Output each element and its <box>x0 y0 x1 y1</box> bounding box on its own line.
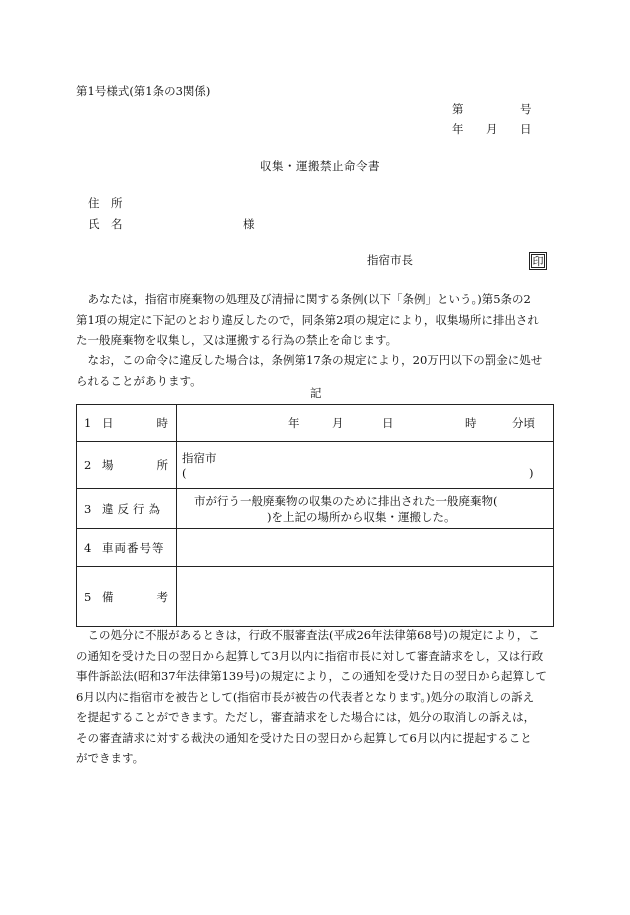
table-row-place <box>77 442 554 489</box>
value-datetime: 年 月 日 時 分頃 <box>177 405 554 442</box>
notice-line: の通知を受けた日の翌日から起算して3月以内に指宿市長に対して審査請求をし，又は行政 <box>76 648 544 663</box>
body-line: なお，この命令に違反した場合は，条例第17条の規定により，20万円以下の罰金に処せ <box>76 353 543 367</box>
document-title: 収集・運搬禁止命令書 <box>260 159 380 173</box>
date-month-label: 月 <box>486 122 498 136</box>
body-paragraph-1 <box>76 289 554 351</box>
date-year-label: 年 <box>452 122 464 136</box>
body-line: た一般廃棄物を収集し，又は運搬する行為の禁止を命じます。 <box>76 333 398 347</box>
value-place: 指宿市 ( ) <box>177 442 554 489</box>
seal-mark: 印 <box>529 252 547 270</box>
body-line: られることがあります。 <box>76 373 202 388</box>
notice-line: ができます。 <box>76 751 145 765</box>
date-day-label: 日 <box>520 122 532 136</box>
label-violation: 3 違反行為 <box>77 489 177 529</box>
details-table <box>76 404 554 627</box>
value-vehicle <box>177 529 554 567</box>
notice-line: その審査請求に対する裁決の通知を受けた日の翌日から起算して6月以内に提起すること <box>76 730 532 745</box>
ki-heading: 記 <box>310 386 322 400</box>
label-place: 2 場 所 <box>77 442 177 489</box>
appeal-notice <box>76 625 554 769</box>
notice-line: を提起することができます。ただし，審査請求をした場合には，処分の取消しの訴えは， <box>76 710 536 724</box>
notice-line: 6月以内に指宿市を被告として(指宿市長が被告の代表者となります。)処分の取消しの訴え <box>76 689 535 704</box>
address-label: 住 所 <box>88 196 123 210</box>
body-line: あなたは，指宿市廃棄物の処理及び清掃に関する条例(以下「条例」という。)第5条の2 <box>76 292 531 306</box>
name-label: 氏 名 <box>88 217 123 231</box>
label-remarks: 5 備 考 <box>77 567 177 627</box>
value-violation: 市が行う一般廃棄物の収集のために排出された一般廃棄物( )を上記の場所から収集・運搬した。 <box>177 489 554 529</box>
number-suffix: 号 <box>520 102 532 116</box>
label-vehicle: 4 車両番号等 <box>77 529 177 567</box>
number-prefix: 第 <box>452 102 464 116</box>
table-row-vehicle <box>77 529 554 567</box>
table-row-datetime <box>77 405 554 442</box>
honorific: 様 <box>243 217 255 231</box>
form-id: 第1号様式(第1条の3関係) <box>76 84 211 98</box>
issuer-name: 指宿市長 <box>367 253 413 267</box>
table-row-violation <box>77 489 554 529</box>
notice-line: この処分に不服があるときは，行政不服審査法(平成26年法律第68号)の規定により，こ <box>76 628 540 642</box>
label-datetime: 1 日 時 <box>77 405 177 442</box>
value-remarks <box>177 567 554 627</box>
body-line: 第1項の規定に下記のとおり違反したので，同条第2項の規定により，収集場所に排出され <box>76 312 539 327</box>
notice-line: 事件訴訟法(昭和37年法律第139号)の規定により，この通知を受けた日の翌日から起算して <box>76 669 548 683</box>
table-row-remarks <box>77 567 554 627</box>
body-paragraph-2 <box>76 350 554 391</box>
